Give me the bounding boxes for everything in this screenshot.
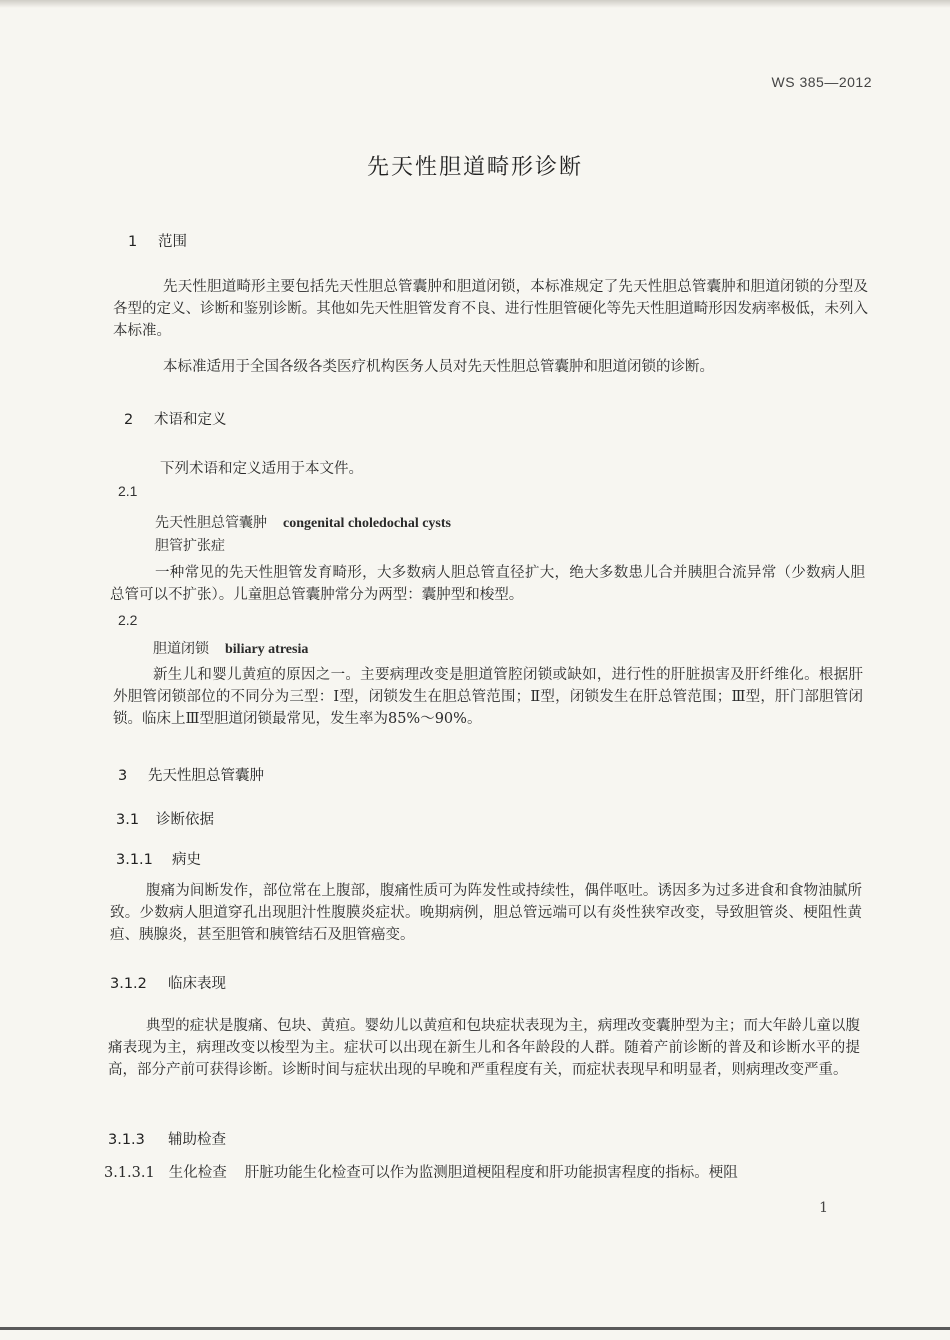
term-2-1 bbox=[155, 512, 451, 532]
section-number: 2 bbox=[124, 412, 134, 428]
term-zh: 胆道闭锁 bbox=[153, 641, 209, 657]
scan-top-edge bbox=[0, 0, 950, 8]
section-title: 病史 bbox=[172, 852, 201, 868]
section-3-heading bbox=[118, 764, 264, 785]
clause-2-2-number: 2.2 bbox=[118, 612, 138, 628]
section-title: 诊断依据 bbox=[156, 812, 214, 828]
section-number: 3.1.3.1 bbox=[104, 1165, 155, 1181]
term-2-1-alias: 胆管扩张症 bbox=[155, 538, 225, 554]
clause-2-1-number: 2.1 bbox=[118, 483, 138, 499]
section-number: 1 bbox=[128, 234, 138, 250]
biochem-text: 肝脏功能生化检查可以作为监测胆道梗阻程度和肝功能损害程度的指标。梗阻 bbox=[244, 1165, 738, 1181]
scan-bottom-line bbox=[0, 1327, 950, 1330]
section-title: 先天性胆总管囊肿 bbox=[148, 768, 264, 784]
section-3-1-heading bbox=[116, 808, 214, 829]
section-2-heading bbox=[124, 408, 227, 429]
term-zh: 先天性胆总管囊肿 bbox=[155, 515, 267, 531]
scope-paragraph-1: 先天性胆道畸形主要包括先天性胆总管囊肿和胆道闭锁，本标准规定了先天性胆总管囊肿和胆道闭锁的分型及各型的定义、诊断和鉴别诊断。其他如先天性胆管发育不良、进行性胆管硬化等先天性胆道畸形因发病率极低，未列入本标准。 bbox=[113, 279, 868, 339]
section-3-1-3-heading bbox=[108, 1128, 226, 1149]
history-paragraph: 腹痛为间断发作，部位常在上腹部，腹痛性质可为阵发性或持续性，偶伴呕吐。诱因多为过多进食和食物油腻所致。少数病人胆道穿孔出现胆汁性腹膜炎症状。晚期病例，胆总管远端可以有炎性狭窄改变，导致胆管炎、梗阻性黄疸、胰腺炎，甚至胆管和胰管结石及胆管癌变。 bbox=[110, 883, 862, 943]
page-number: 1 bbox=[819, 1200, 828, 1216]
document-code: WS 385—2012 bbox=[771, 74, 872, 90]
section-number: 3.1.1 bbox=[116, 852, 153, 868]
section-3-1-2-heading bbox=[110, 972, 226, 993]
section-number: 3.1 bbox=[116, 812, 140, 828]
term-2-2-definition: 新生儿和婴儿黄疸的原因之一。主要病理改变是胆道管腔闭锁或缺如，进行性的肝脏损害及肝纤维化。根据肝外胆管闭锁部位的不同分为三型：Ⅰ型，闭锁发生在胆总管范围；Ⅱ型，闭锁发生在肝总管范围；Ⅲ型，肝门部胆管闭锁。临床上Ⅲ型胆道闭锁最常见，发生率为85%～90%。 bbox=[113, 667, 863, 727]
section-number: 3 bbox=[118, 768, 128, 784]
clinical-paragraph: 典型的症状是腹痛、包块、黄疸。婴幼儿以黄疸和包块症状表现为主，病理改变囊肿型为主；而大年龄儿童以腹痛表现为主，病理改变以梭型为主。症状可以出现在新生儿和各年龄段的人群。随着产前诊断的普及和诊断水平的提高，部分产前可获得诊断。诊断时间与症状出现的早晚和严重程度有关，而症状表现早和明显者，则病理改变严重。 bbox=[108, 1018, 860, 1078]
term-2-2 bbox=[153, 638, 308, 658]
section-title: 临床表现 bbox=[168, 976, 226, 992]
scope-paragraph-2: 本标准适用于全国各级各类医疗机构医务人员对先天性胆总管囊肿和胆道闭锁的诊断。 bbox=[163, 359, 714, 375]
section-title: 生化检查 bbox=[168, 1165, 227, 1181]
section-title: 术语和定义 bbox=[154, 412, 227, 428]
section-title: 范围 bbox=[158, 234, 187, 250]
section-title: 辅助检查 bbox=[168, 1132, 226, 1148]
term-en: congenital choledochal cysts bbox=[283, 516, 451, 531]
section-3-1-1-heading bbox=[116, 848, 201, 869]
document-title: 先天性胆道畸形诊断 bbox=[366, 155, 583, 180]
section-number: 3.1.3 bbox=[108, 1132, 145, 1148]
term-2-1-definition: 一种常见的先天性胆管发育畸形，大多数病人胆总管直径扩大，绝大多数患儿合并胰胆合流异常（少数病人胆总管可以不扩张）。儿童胆总管囊肿常分为两型：囊肿型和梭型。 bbox=[110, 565, 865, 603]
section-number: 3.1.2 bbox=[110, 976, 147, 992]
term-en: biliary atresia bbox=[225, 642, 309, 657]
section-1-heading bbox=[128, 230, 187, 251]
terms-intro: 下列术语和定义适用于本文件。 bbox=[160, 461, 363, 477]
section-3-1-3-1 bbox=[104, 1162, 864, 1184]
